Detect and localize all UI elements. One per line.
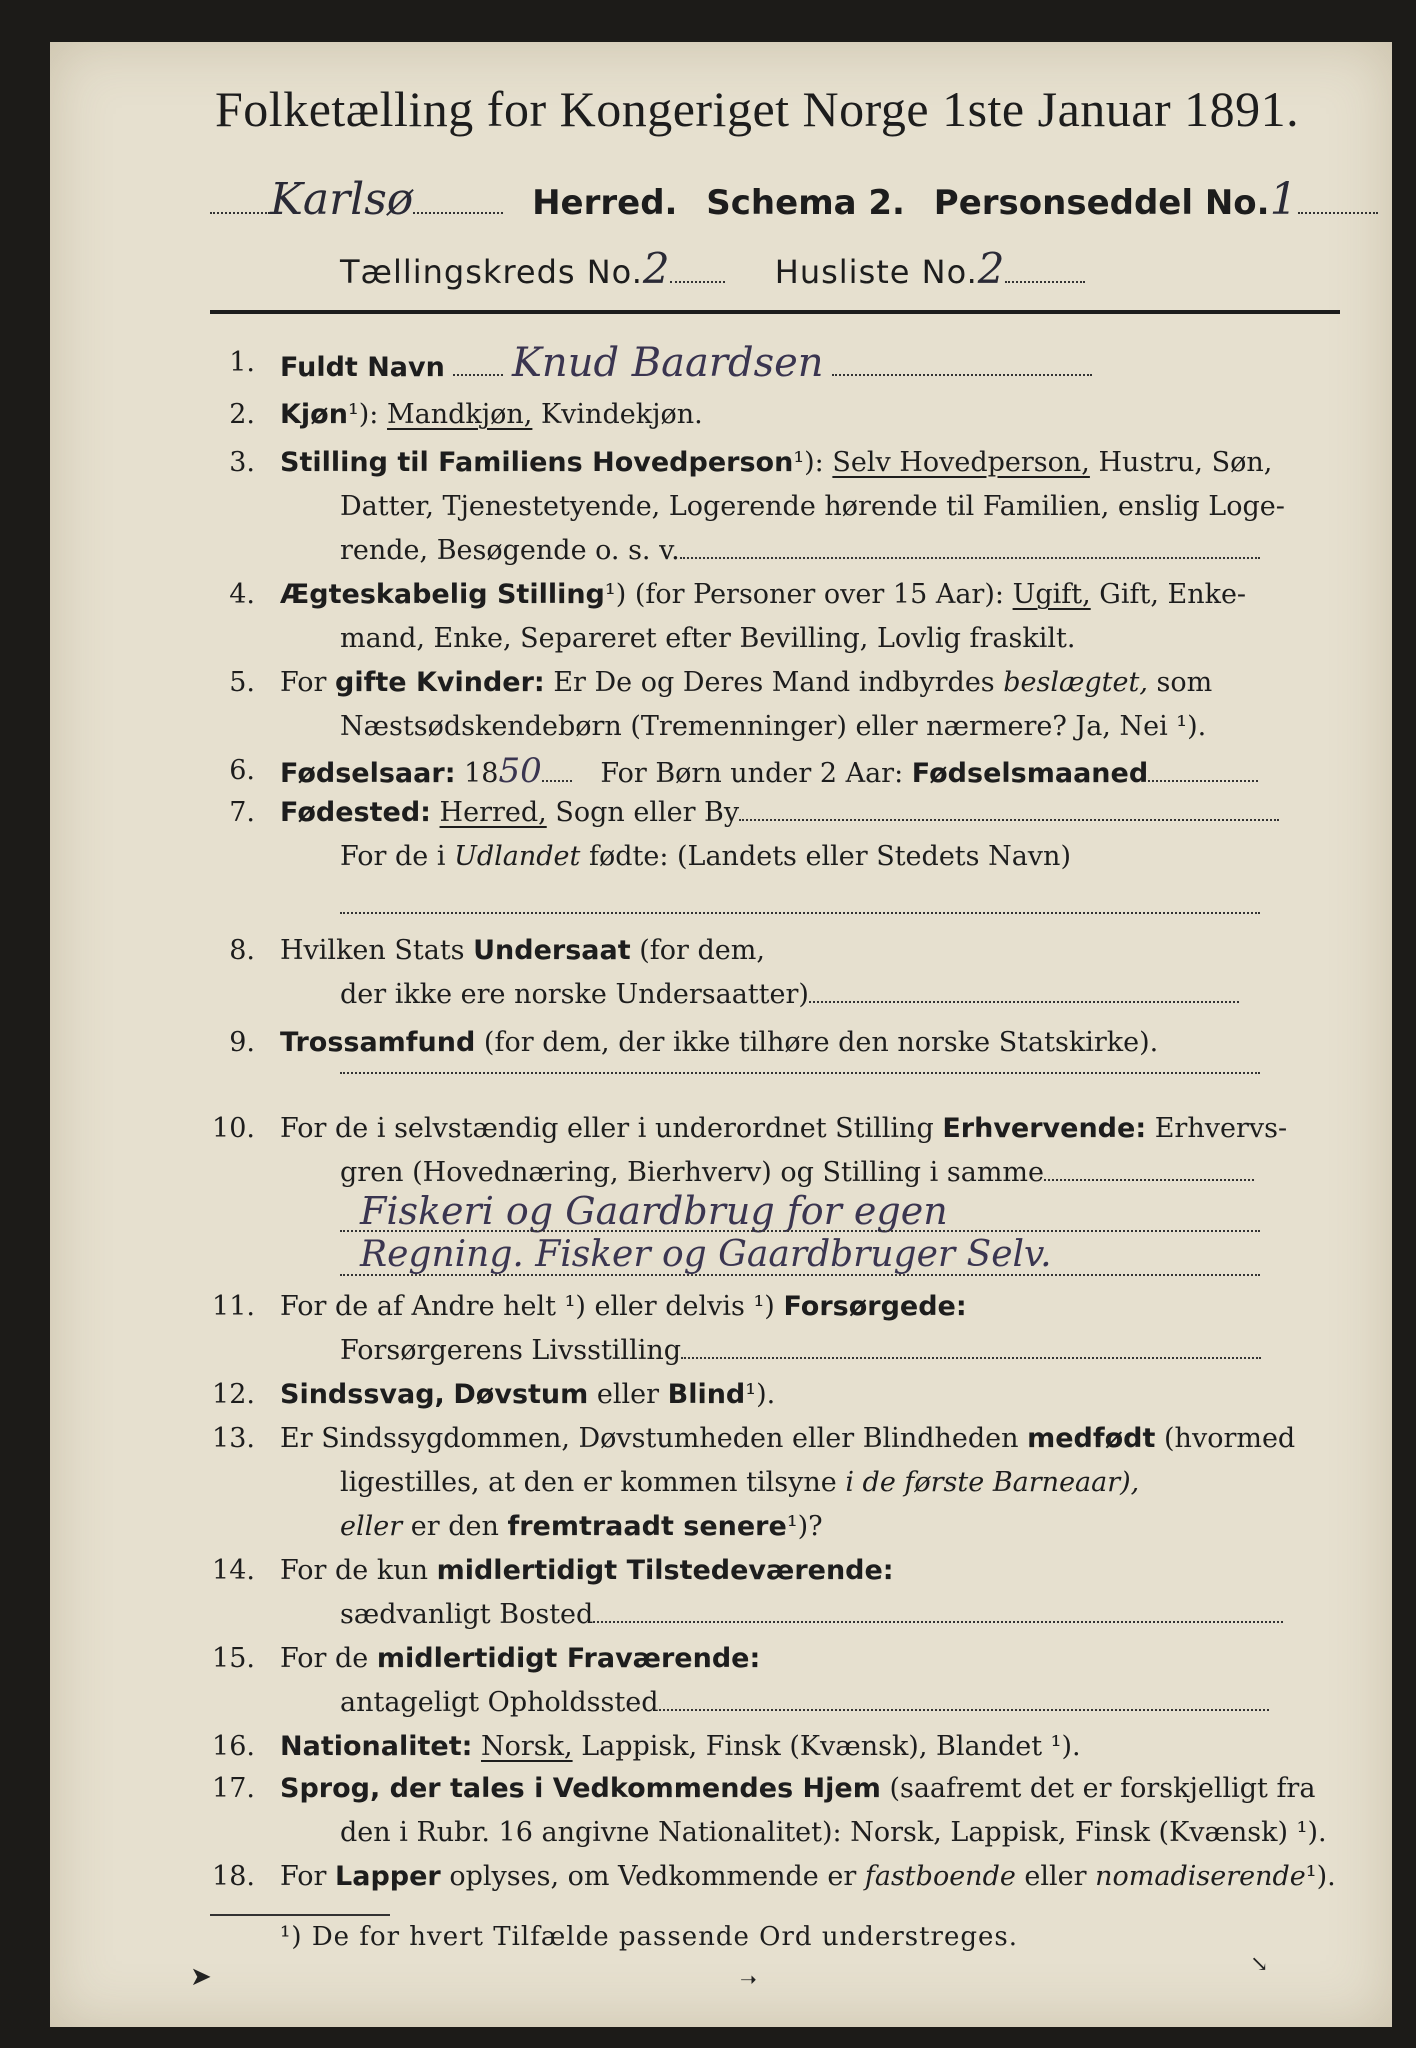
footnote: ¹) De for hvert Tilfælde passende Ord understreges. [280, 1922, 1019, 1952]
label-fremtraadt-senere: fremtraadt senere [507, 1511, 787, 1542]
item-body [280, 394, 1340, 436]
item-text: Er Sindssygdommen, Døvstumheden eller Blindheden [280, 1423, 1019, 1454]
italic-text: nomadiserende [1095, 1861, 1306, 1892]
corner-mark-icon: ➤ [190, 1962, 212, 1992]
label-fraværende: midlertidigt Fraværende: [376, 1643, 761, 1674]
item-text: der ikke ere norske Undersaatter) [340, 979, 809, 1010]
label-kjøn: Kjøn [280, 399, 348, 430]
item-text: sædvanligt Bosted [340, 1599, 594, 1630]
label-fuldt-navn: Fuldt Navn [280, 352, 445, 383]
item-text: ligestilles, at den er kommen tilsyne [340, 1467, 837, 1498]
dotted-fill [340, 1254, 1260, 1276]
footnote-ref: ¹). [745, 1379, 776, 1410]
item-number: 1. [229, 347, 255, 378]
occupation-handwritten-line2: Regning. Fisker og Gaardbruger Selv. [360, 1234, 1052, 1275]
label-stilling: Stilling til Familiens Hovedperson [280, 447, 794, 478]
husliste-label: Husliste No. [774, 253, 978, 291]
item-text: Hvilken Stats [280, 935, 465, 966]
item-continuation [340, 1462, 1340, 1504]
options-text: Hustru, Søn, [1098, 447, 1273, 478]
item-text: Erhvervs- [1154, 1113, 1288, 1144]
label-blind: Blind [667, 1379, 746, 1410]
item-body [280, 792, 1340, 834]
dotted-fill [340, 1052, 1260, 1074]
dotted-fill [1298, 181, 1378, 214]
option-norsk: Norsk, [481, 1731, 573, 1762]
item-text: (for dem, der ikke tilhøre den norske Statskirke). [483, 1027, 1159, 1058]
item-body [280, 1768, 1340, 1810]
header-rule [210, 310, 1340, 314]
dotted-fill [1148, 780, 1258, 782]
label-medfødt: medfødt [1027, 1423, 1156, 1454]
item-number: 11. [212, 1291, 255, 1322]
item-number: 4. [229, 579, 255, 610]
item-text: For de kun [280, 1555, 428, 1586]
options-text: Sogn eller By [555, 797, 740, 828]
item-body [280, 1550, 1340, 1592]
label-nationalitet: Nationalitet: [280, 1731, 473, 1762]
item-continuation [340, 1682, 1340, 1724]
option-mandkjøn: Mandkjøn, [387, 399, 533, 430]
item-text: For de [280, 1643, 369, 1674]
item-continuation [340, 836, 1340, 878]
year-prefix: 18 [464, 758, 499, 789]
tick-mark-icon: ↘ [1250, 1952, 1269, 1977]
item-number: 5. [229, 667, 255, 698]
item-number: 18. [212, 1861, 255, 1892]
item-text: antageligt Opholdssted [340, 1687, 659, 1718]
item-body [280, 1726, 1340, 1768]
dotted-fill [210, 181, 270, 214]
dotted-fill [739, 819, 1279, 821]
item-body [280, 442, 1340, 484]
item-number: 15. [212, 1643, 255, 1674]
item-text: som [1156, 667, 1213, 698]
item-continuation [340, 1152, 1340, 1194]
label-sprog: Sprog, der tales i Vedkommendes Hjem [280, 1773, 881, 1804]
item-number: 16. [212, 1731, 255, 1762]
item-continuation: mand, Enke, Separeret efter Bevilling, Lovlig fraskilt. [340, 623, 1076, 654]
form-title: Folketælling for Kongeriget Norge 1ste Januar 1891. [215, 81, 1300, 137]
item-continuation [340, 1330, 1340, 1372]
dotted-fill [340, 892, 1260, 914]
item-body [280, 1638, 1340, 1680]
item-text: er den [410, 1511, 499, 1542]
options-text: Lappisk, Finsk (Kvænsk), Blandet ¹). [581, 1731, 1081, 1762]
footnote-ref: ¹). [1305, 1861, 1336, 1892]
item-text: eller [596, 1379, 660, 1410]
arrow-mark-icon: ➝ [740, 1967, 757, 1991]
item-number: 3. [229, 447, 255, 478]
item-continuation [340, 1594, 1340, 1636]
item-continuation [340, 530, 1340, 572]
italic-text: beslægtet, [1003, 667, 1148, 698]
dotted-fill [413, 181, 503, 214]
item-number: 14. [212, 1555, 255, 1586]
option-kvindekjøn: Kvindekjøn. [541, 399, 703, 430]
tællingskreds-label: Tællingskreds No. [340, 253, 643, 291]
item-body [280, 930, 1340, 972]
label-forsørgede: Forsørgede: [783, 1291, 967, 1322]
husliste-number: 2 [977, 244, 1005, 293]
item-text: eller [1024, 1861, 1087, 1892]
item-text: (for dem, [639, 935, 765, 966]
dotted-fill [832, 374, 1092, 376]
item-body [280, 574, 1340, 616]
census-form-page [50, 42, 1392, 2027]
dotted-fill [681, 1357, 1261, 1359]
label-lapper: Lapper [335, 1861, 441, 1892]
header-line-kreds [340, 244, 1240, 293]
name-handwritten: Knud Baardsen [512, 340, 824, 386]
item-body [280, 662, 1340, 704]
item-number: 12. [212, 1379, 255, 1410]
label-erhvervende: Erhvervende: [942, 1113, 1147, 1144]
personseddel-label: Personseddel No. [933, 183, 1270, 223]
label-ægteskabelig: Ægteskabelig Stilling [280, 579, 605, 610]
item-number: 8. [229, 935, 255, 966]
italic-text: Udlandet [454, 841, 581, 872]
dotted-fill [1044, 1179, 1254, 1181]
option-herred: Herred, [439, 797, 547, 828]
item-text: For [280, 1861, 327, 1892]
item-text: For Børn under 2 Aar: [600, 758, 904, 789]
item-number: 6. [229, 755, 255, 786]
item-body [280, 1108, 1340, 1150]
item-text: For de af Andre helt ¹) eller delvis ¹) [280, 1291, 775, 1322]
tællingskreds-number: 2 [642, 244, 670, 293]
item-body [280, 1286, 1340, 1328]
item-text: (for Personer over 15 Aar): [634, 579, 1004, 610]
item-number: 10. [212, 1113, 255, 1144]
year-handwritten: 50 [498, 751, 542, 791]
item-text: For de i [340, 841, 446, 872]
item-text: gren (Hovednæring, Bierhverv) og Stilling i samme [340, 1157, 1045, 1188]
label-døvstum: Døvstum [453, 1379, 589, 1410]
item-text: For de i selvstændig eller i underordnet Stilling [280, 1113, 934, 1144]
dotted-fill [659, 1709, 1269, 1711]
item-body [280, 1374, 1340, 1416]
occupation-handwritten-line1: Fiskeri og Gaardbrug for egen [360, 1189, 948, 1233]
dotted-fill [593, 1621, 1283, 1623]
dotted-fill [542, 780, 572, 782]
item-text: Er De og Deres Mand indbyrdes [553, 667, 995, 698]
footnote-ref: ¹) [604, 579, 627, 610]
item-body [280, 1418, 1340, 1460]
schema-label: Schema 2. [706, 183, 905, 223]
item-number: 7. [229, 797, 255, 828]
label-gifte-kvinder: gifte Kvinder: [335, 667, 545, 698]
item-text: fødte: (Landets eller Stedets Navn) [588, 841, 1071, 872]
italic-text: fastboende [864, 1861, 1016, 1892]
options-text: Gift, Enke- [1099, 579, 1247, 610]
dotted-fill [680, 557, 1260, 559]
footnote-ref: ¹): [793, 447, 824, 478]
footnote-rule [210, 1914, 390, 1916]
label-sindssvag: Sindssvag, [280, 1379, 445, 1410]
footnote-ref: ¹): [347, 399, 379, 430]
item-text: (hvormed [1164, 1423, 1296, 1454]
header-line-herred [210, 174, 1340, 225]
label-fødested: Fødested: [280, 797, 431, 828]
item-body [280, 1856, 1340, 1898]
item-number: 2. [229, 399, 255, 430]
label-fødselsmaaned: Fødselsmaaned [911, 758, 1149, 789]
herred-handwritten: Karlsø [270, 174, 414, 225]
item-continuation [340, 974, 1340, 1016]
item-text: For [280, 667, 327, 698]
item-body [280, 750, 1340, 795]
item-number: 17. [212, 1773, 255, 1804]
item-text: oplyses, om Vedkommende er [449, 1861, 857, 1892]
dotted-fill [670, 252, 725, 283]
item-continuation: Næstsødskendebørn (Tremenninger) eller nærmere? Ja, Nei ¹). [340, 711, 1207, 742]
item-continuation: den i Rubr. 16 angivne Nationalitet): Norsk, Lappisk, Finsk (Kvænsk) ¹). [340, 1817, 1327, 1848]
item-text: Forsørgerens Livsstilling [340, 1335, 682, 1366]
item-number: 9. [229, 1027, 255, 1058]
item-number: 13. [212, 1423, 255, 1454]
herred-label: Herred. [532, 183, 678, 223]
label-undersaat: Undersaat [473, 935, 631, 966]
personseddel-number: 1 [1269, 174, 1298, 225]
option-selv-hovedperson: Selv Hovedperson, [832, 447, 1090, 478]
italic-text: eller [340, 1511, 403, 1542]
label-trossamfund: Trossamfund [280, 1027, 476, 1058]
dotted-fill [340, 1210, 1260, 1232]
dotted-fill [809, 1001, 1239, 1003]
italic-text: i de første Barneaar), [845, 1467, 1140, 1498]
item-continuation [340, 1506, 1340, 1548]
option-ugift: Ugift, [1012, 579, 1091, 610]
label-tilstedeværende: midlertidigt Tilstedeværende: [436, 1555, 894, 1586]
dotted-fill [453, 374, 503, 376]
options-text: rende, Besøgende o. s. v. [340, 535, 680, 566]
item-body [280, 342, 1340, 389]
footnote-ref: ¹)? [786, 1511, 823, 1542]
item-continuation: Datter, Tjenestetyende, Logerende hørende til Familien, enslig Loge- [340, 491, 1285, 522]
label-fødselsaar: Fødselsaar: [280, 758, 456, 789]
dotted-fill [1005, 252, 1085, 283]
item-text: (saafremt det er forskjelligt fra [889, 1773, 1316, 1804]
